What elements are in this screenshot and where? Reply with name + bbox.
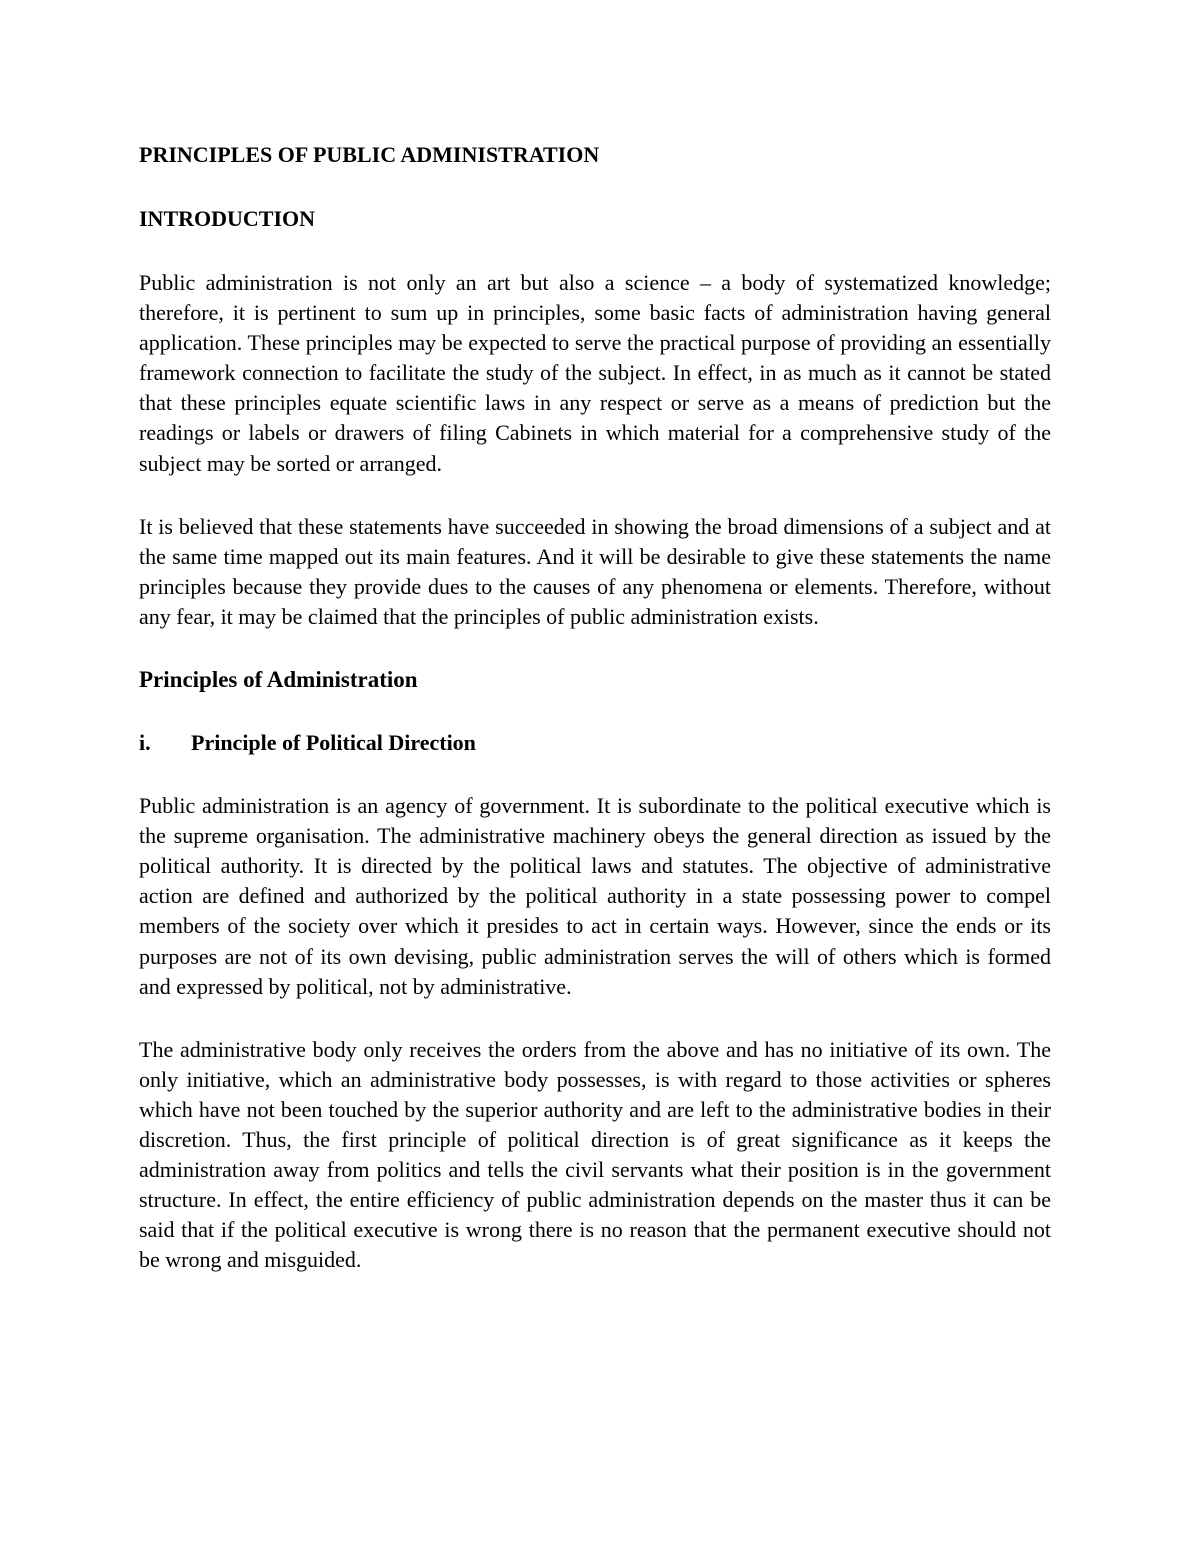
intro-paragraph-2: It is believed that these statements have succeeded in showing the broad dimensions of a subject and at the same time mapped out its main features. And it will be desirable to give these statements the name principles because they provide dues to the causes of any phenomena or elements. Therefore, without any fear, it may be claimed that the principles of public administration exists.: [139, 513, 1051, 629]
intro-paragraph-1: Public administration is not only an art but also a science – a body of systematized knowledge; therefore, it is pertinent to sum up in principles, some basic facts of administration having general application. These principles may be expected to serve the practical purpose of providing an essentially framework connection to facilitate the study of the subject. In effect, in as much as it cannot be stated that these principles equate scientific laws in any respect or serve as a means of prediction but the readings or labels or drawers of filing Cabinets in which material for a comprehensive study of the subject may be sorted or arranged.: [139, 270, 1051, 476]
political-direction-heading: [139, 728, 1051, 758]
subsection-title: Principle of Political Direction: [191, 730, 476, 756]
principles-heading: Principles of Administration: [139, 667, 418, 693]
political-direction-paragraph-2: The administrative body only receives the orders from the above and has no initiative of its own. The only initiative, which an administrative body possesses, is with regard to those activities or spheres which have not been touched by the superior authority and are left to the administrative bodies in their discretion. Thus, the first principle of political direction is of great significance as it keeps the administration away from politics and tells the civil servants what their position is in the government structure. In effect, the entire efficiency of public administration depends on the master thus it can be said that if the political executive is wrong there is no reason that the permanent executive should not be wrong and misguided.: [139, 1036, 1051, 1273]
document-title: PRINCIPLES OF PUBLIC ADMINISTRATION: [139, 142, 600, 167]
subsection-number: i.: [139, 730, 151, 756]
introduction-heading: INTRODUCTION: [139, 206, 316, 231]
political-direction-paragraph-1: Public administration is an agency of government. It is subordinate to the political executive which is the supreme organisation. The administrative machinery obeys the general direction as issued by the political authority. It is directed by the political laws and statutes. The objective of administrative action are defined and authorized by the political authority in a state possessing power to compel members of the society over which it presides to act in certain ways. However, since the ends or its purposes are not of its own devising, public administration serves the will of others which is formed and expressed by political, not by administrative.: [139, 793, 1051, 999]
document-page: [139, 140, 1051, 1308]
